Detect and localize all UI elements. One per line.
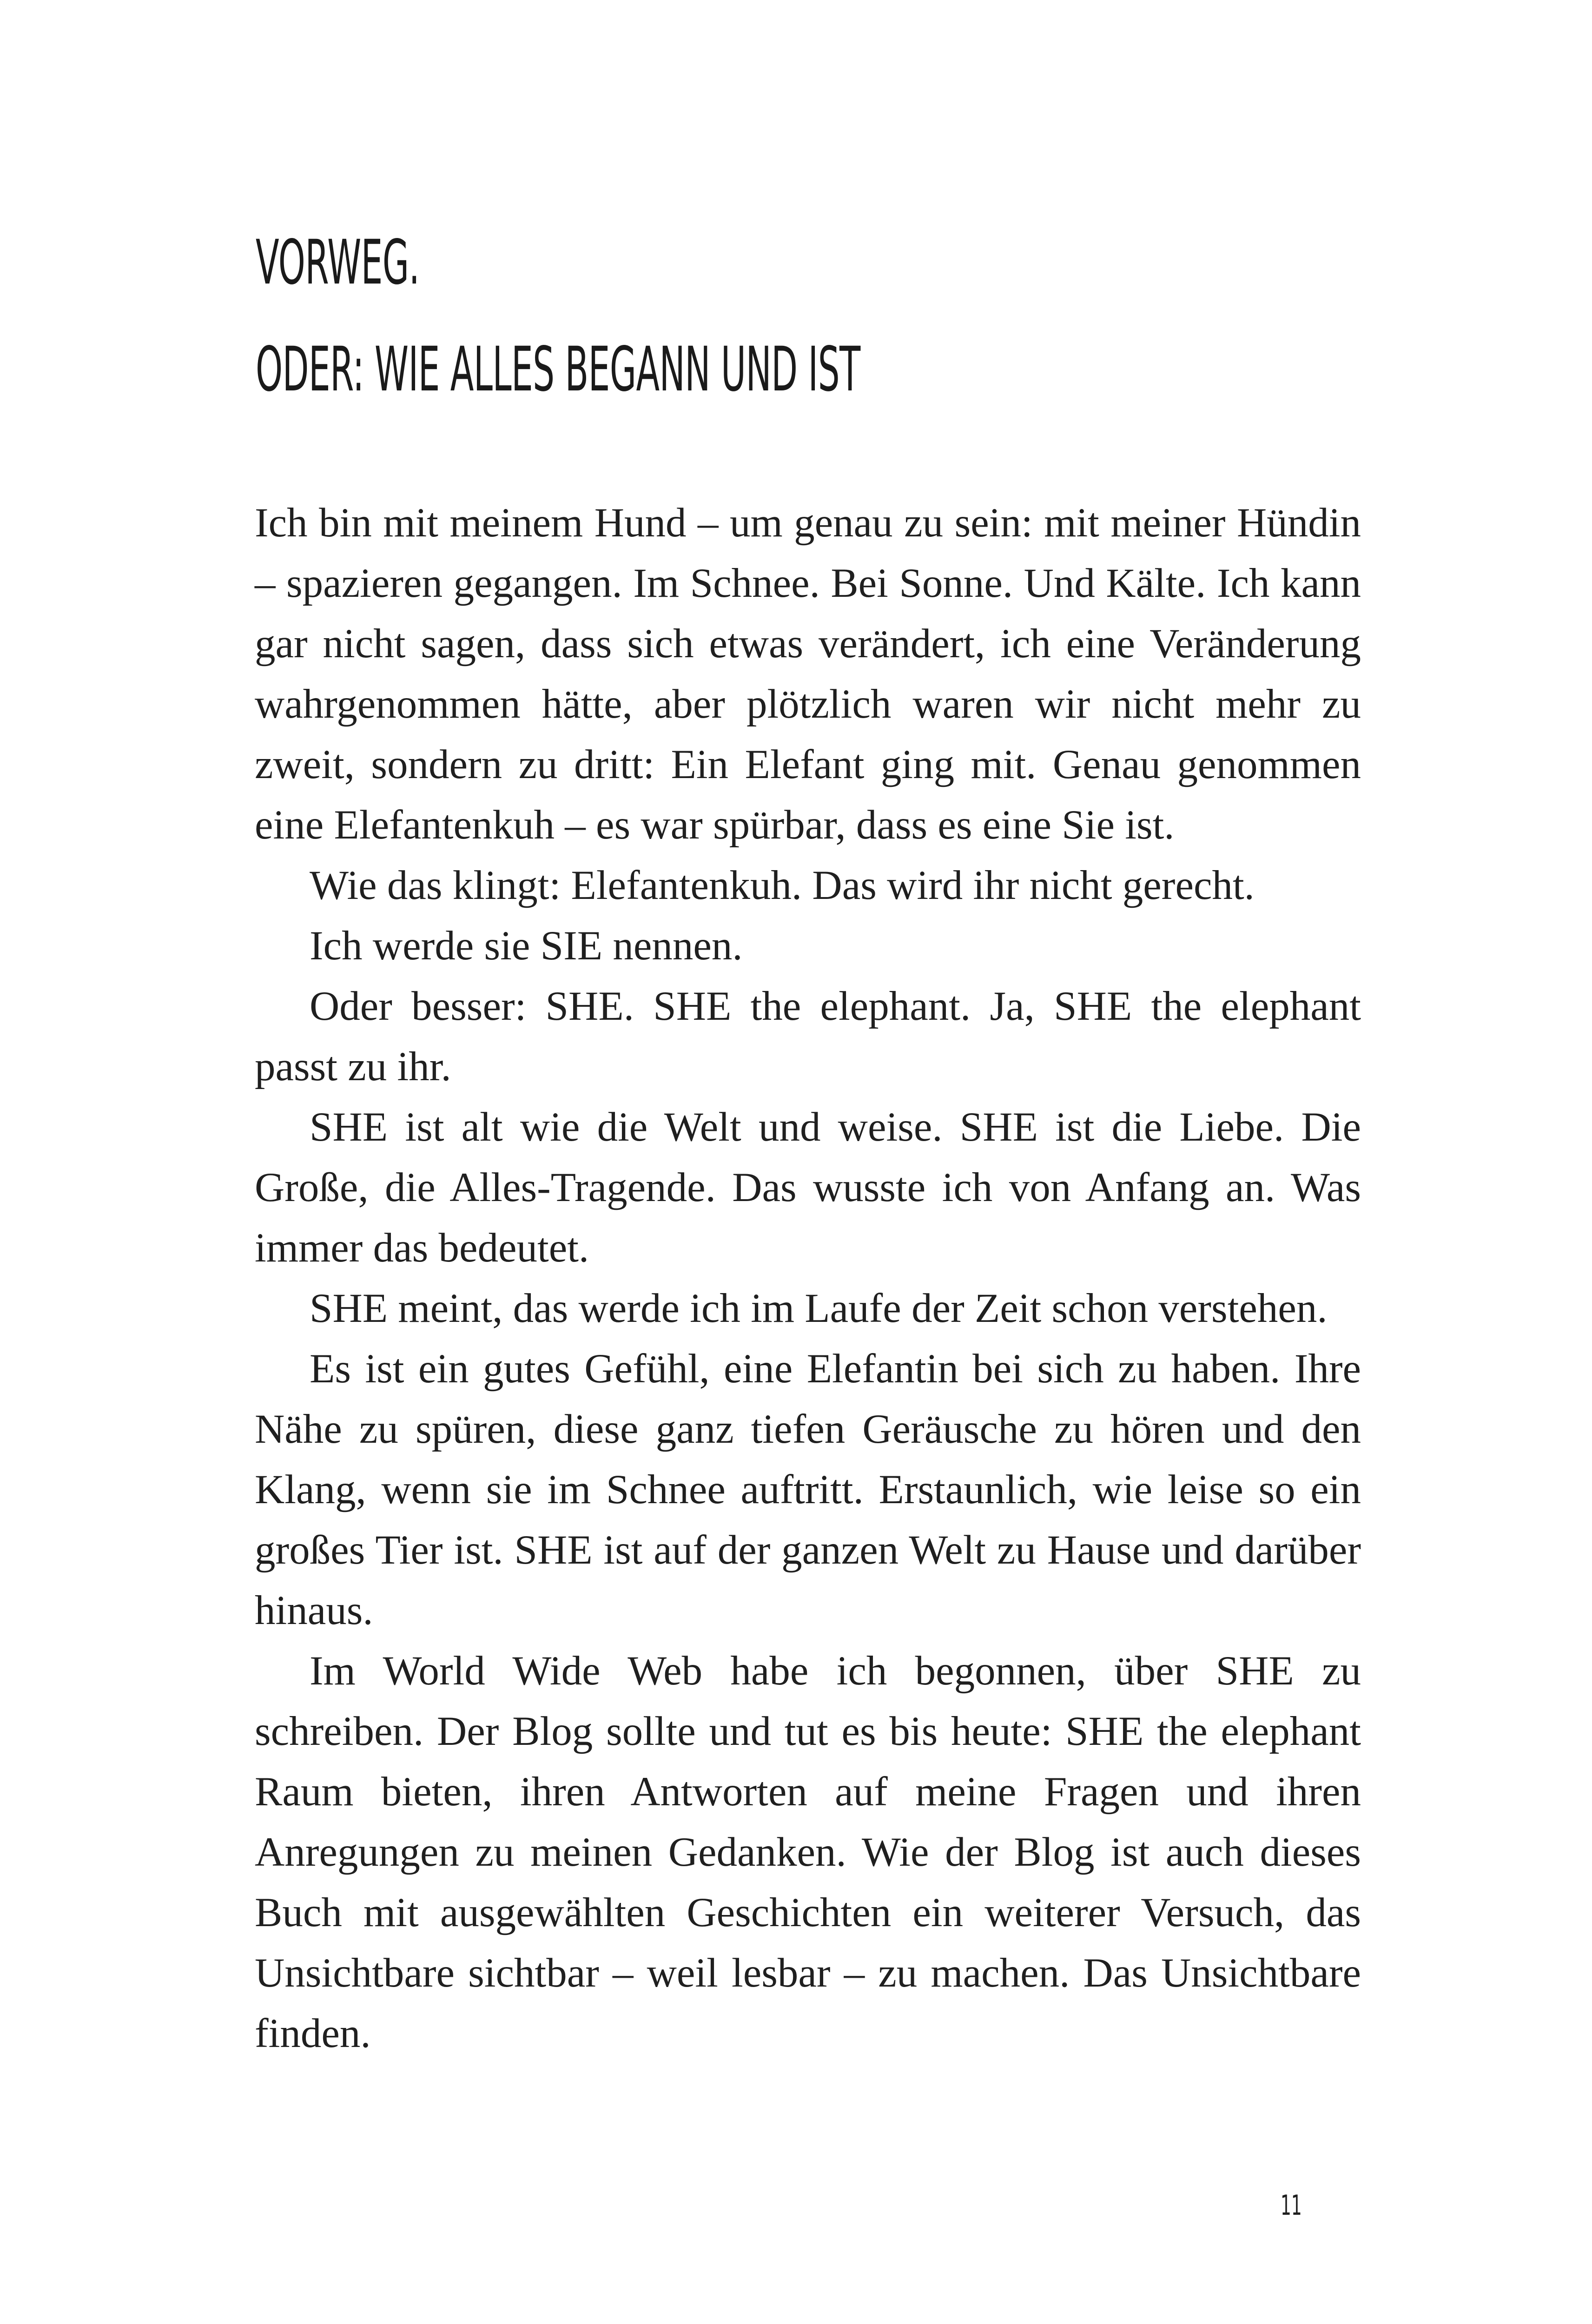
chapter-heading-line-2: ODER: WIE ALLES BEGANN UND IST (256, 334, 860, 405)
paragraph: Ich bin mit meinem Hund – um genau zu sein: mit meiner Hündin – spazieren gegangen. Im Schnee. Bei Sonne. Und Kälte. Ich kann gar nicht sagen, dass sich etwas verändert, ich eine Veränderung wahrgenommen hätte, aber plötzlich waren wir nicht mehr zu zweit, sondern zu dritt: Ein Elefant ging mit. Genau genommen eine Elefantenkuh – es war spürbar, dass es eine Sie ist. (255, 500, 1361, 848)
chapter-heading-line-1: VORWEG. (256, 227, 420, 298)
page-number: 11 (1281, 2189, 1302, 2222)
chapter-heading (256, 228, 880, 442)
chapter-body (255, 493, 1361, 2064)
paragraph: SHE ist alt wie die Welt und weise. SHE ist die Liebe. Die Große, die Alles-Tragende. Das wusste ich von Anfang an. Was immer das bedeutet. (255, 1104, 1361, 1271)
paragraph: Oder besser: SHE. SHE the elephant. Ja, SHE the elephant passt zu ihr. (255, 984, 1361, 1089)
paragraph: Ich werde sie SIE nennen. (310, 923, 743, 969)
paragraph: Im World Wide Web habe ich begonnen, über SHE zu schreiben. Der Blog sollte und tut es bis heute: SHE the elephant Raum bieten, ihren Antworten auf meine Fragen und ihren Anregungen zu meinen Gedanken. Wie der Blog ist auch dieses Buch mit ausgewählten Geschichten ein weiterer Versuch, das Unsichtbare sichtbar – weil lesbar – zu machen. Das Unsichtbare finden. (255, 1648, 1361, 2056)
paragraph: Es ist ein gutes Gefühl, eine Elefantin bei sich zu haben. Ihre Nähe zu spüren, diese ganz tiefen Geräusche zu hören und den Klang, wenn sie im Schnee auftritt. Erstaunlich, wie leise so ein großes Tier ist. SHE ist auf der ganzen Welt zu Hause und darüber hinaus. (255, 1346, 1361, 1633)
paragraph: Wie das klingt: Elefantenkuh. Das wird ihr nicht gerecht. (310, 863, 1255, 908)
paragraph: SHE meint, das werde ich im Laufe der Zeit schon verstehen. (310, 1286, 1328, 1331)
